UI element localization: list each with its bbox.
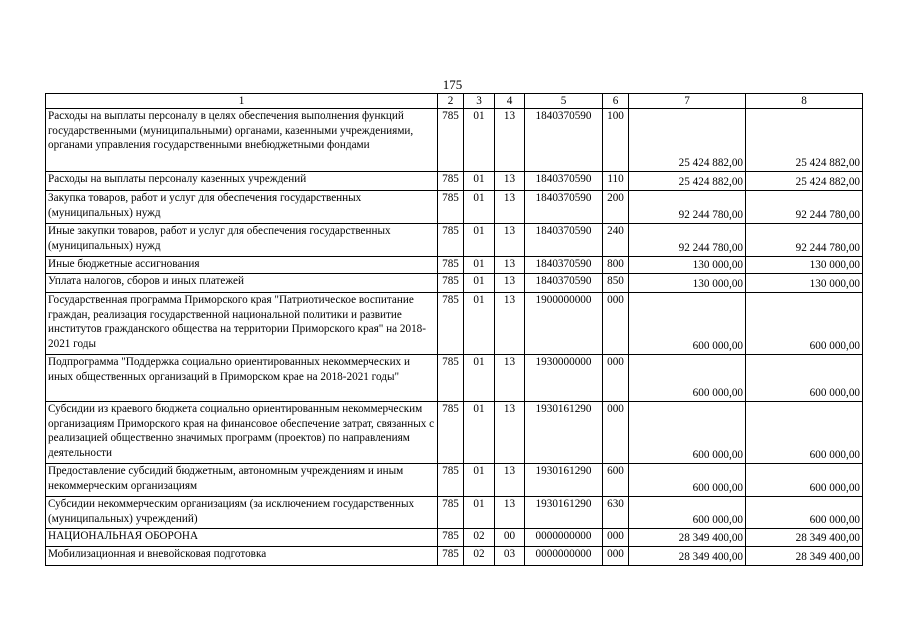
expense-type-code: 000 [603, 547, 629, 566]
ministry-code: 785 [438, 293, 464, 355]
subsection-code: 13 [495, 293, 525, 355]
ministry-code: 785 [438, 529, 464, 547]
target-article-code: 0000000000 [525, 547, 603, 566]
target-article-code: 1840370590 [525, 172, 603, 191]
expense-type-code: 850 [603, 274, 629, 293]
target-article-code: 1840370590 [525, 191, 603, 224]
amount-col-8: 600 000,00 [746, 464, 863, 497]
amount-col-7: 600 000,00 [629, 355, 746, 402]
expense-type-code: 000 [603, 355, 629, 402]
table-row [46, 355, 863, 402]
budget-table [45, 93, 863, 566]
target-article-code: 1930161290 [525, 497, 603, 529]
amount-col-8: 130 000,00 [746, 274, 863, 293]
section-code: 02 [464, 529, 495, 547]
table-row [46, 274, 863, 293]
target-article-code: 1840370590 [525, 224, 603, 257]
table-row [46, 109, 863, 172]
subsection-code: 13 [495, 191, 525, 224]
amount-col-7: 600 000,00 [629, 497, 746, 529]
line-item-name: Предоставление субсидий бюджетным, автономным учреждениям и иным некоммерческим организациям [46, 464, 438, 497]
amount-col-7: 25 424 882,00 [629, 109, 746, 172]
amount-col-8: 92 244 780,00 [746, 224, 863, 257]
target-article-code: 1930161290 [525, 402, 603, 464]
expense-type-code: 600 [603, 464, 629, 497]
table-row [46, 497, 863, 529]
ministry-code: 785 [438, 224, 464, 257]
amount-col-7: 28 349 400,00 [629, 547, 746, 566]
subsection-code: 13 [495, 224, 525, 257]
table-row [46, 293, 863, 355]
line-item-name: Мобилизационная и вневойсковая подготовка [46, 547, 438, 566]
section-code: 01 [464, 257, 495, 274]
ministry-code: 785 [438, 402, 464, 464]
section-code: 01 [464, 402, 495, 464]
subsection-code: 00 [495, 529, 525, 547]
table-row [46, 224, 863, 257]
column-header: 5 [525, 94, 603, 109]
amount-col-8: 600 000,00 [746, 355, 863, 402]
target-article-code: 1840370590 [525, 109, 603, 172]
expense-type-code: 630 [603, 497, 629, 529]
ministry-code: 785 [438, 497, 464, 529]
ministry-code: 785 [438, 464, 464, 497]
section-code: 02 [464, 547, 495, 566]
subsection-code: 03 [495, 547, 525, 566]
expense-type-code: 100 [603, 109, 629, 172]
amount-col-7: 130 000,00 [629, 257, 746, 274]
line-item-name: Расходы на выплаты персоналу казенных учреждений [46, 172, 438, 191]
amount-col-7: 92 244 780,00 [629, 191, 746, 224]
ministry-code: 785 [438, 257, 464, 274]
ministry-code: 785 [438, 355, 464, 402]
subsection-code: 13 [495, 109, 525, 172]
table-row [46, 191, 863, 224]
amount-col-8: 25 424 882,00 [746, 172, 863, 191]
expense-type-code: 000 [603, 402, 629, 464]
amount-col-8: 600 000,00 [746, 402, 863, 464]
table-row [46, 257, 863, 274]
expense-type-code: 800 [603, 257, 629, 274]
amount-col-7: 600 000,00 [629, 293, 746, 355]
subsection-code: 13 [495, 497, 525, 529]
target-article-code: 1930000000 [525, 355, 603, 402]
table-row [46, 547, 863, 566]
subsection-code: 13 [495, 172, 525, 191]
section-code: 01 [464, 355, 495, 402]
subsection-code: 13 [495, 464, 525, 497]
amount-col-8: 130 000,00 [746, 257, 863, 274]
table-row [46, 172, 863, 191]
amount-col-7: 600 000,00 [629, 464, 746, 497]
section-code: 01 [464, 274, 495, 293]
line-item-name: Субсидии некоммерческим организациям (за исключением государственных (муниципальных) учреждений) [46, 497, 438, 529]
ministry-code: 785 [438, 191, 464, 224]
column-header: 4 [495, 94, 525, 109]
amount-col-8: 28 349 400,00 [746, 547, 863, 566]
amount-col-7: 600 000,00 [629, 402, 746, 464]
column-header: 1 [46, 94, 438, 109]
line-item-name: Субсидии из краевого бюджета социально ориентированным некоммерческим организациям Приморского края на финансовое обеспечение затрат, связанных с реализацией общественно значимых программ (проектов) по направлениям деятельности [46, 402, 438, 464]
amount-col-8: 28 349 400,00 [746, 529, 863, 547]
line-item-name: Подпрограмма "Поддержка социально ориентированных некоммерческих и иных общественных организаций в Приморском крае на 2018-2021 годы" [46, 355, 438, 402]
section-code: 01 [464, 464, 495, 497]
line-item-name: Расходы на выплаты персоналу в целях обеспечения выполнения функций государственными (муниципальными) органами, казенными учреждениями, органами управления государственными внебюджетными фондами [46, 109, 438, 172]
target-article-code: 1840370590 [525, 274, 603, 293]
amount-col-8: 600 000,00 [746, 497, 863, 529]
column-header: 6 [603, 94, 629, 109]
amount-col-8: 600 000,00 [746, 293, 863, 355]
column-header: 7 [629, 94, 746, 109]
amount-col-7: 92 244 780,00 [629, 224, 746, 257]
ministry-code: 785 [438, 274, 464, 293]
page-number: 175 [442, 77, 463, 92]
subsection-code: 13 [495, 257, 525, 274]
line-item-name: Государственная программа Приморского края "Патриотическое воспитание граждан, реализация государственной национальной политики и развитие институтов гражданского общества на территории Приморского края" на 2018-2021 годы [46, 293, 438, 355]
expense-type-code: 200 [603, 191, 629, 224]
column-header: 3 [464, 94, 495, 109]
section-code: 01 [464, 497, 495, 529]
section-code: 01 [464, 172, 495, 191]
target-article-code: 1840370590 [525, 257, 603, 274]
ministry-code: 785 [438, 109, 464, 172]
subsection-code: 13 [495, 274, 525, 293]
section-code: 01 [464, 109, 495, 172]
target-article-code: 1900000000 [525, 293, 603, 355]
ministry-code: 785 [438, 547, 464, 566]
expense-type-code: 110 [603, 172, 629, 191]
ministry-code: 785 [438, 172, 464, 191]
amount-col-8: 92 244 780,00 [746, 191, 863, 224]
subsection-code: 13 [495, 355, 525, 402]
line-item-name: Закупка товаров, работ и услуг для обеспечения государственных (муниципальных) нужд [46, 191, 438, 224]
table-row [46, 529, 863, 547]
expense-type-code: 000 [603, 529, 629, 547]
amount-col-7: 28 349 400,00 [629, 529, 746, 547]
amount-col-7: 130 000,00 [629, 274, 746, 293]
target-article-code: 0000000000 [525, 529, 603, 547]
subsection-code: 13 [495, 402, 525, 464]
column-header: 2 [438, 94, 464, 109]
amount-col-7: 25 424 882,00 [629, 172, 746, 191]
section-code: 01 [464, 224, 495, 257]
line-item-name: Иные бюджетные ассигнования [46, 257, 438, 274]
table-row [46, 464, 863, 497]
table-header-row [46, 94, 863, 109]
expense-type-code: 240 [603, 224, 629, 257]
column-header: 8 [746, 94, 863, 109]
section-code: 01 [464, 191, 495, 224]
target-article-code: 1930161290 [525, 464, 603, 497]
section-code: 01 [464, 293, 495, 355]
table-row [46, 402, 863, 464]
line-item-name: НАЦИОНАЛЬНАЯ ОБОРОНА [46, 529, 438, 547]
line-item-name: Иные закупки товаров, работ и услуг для обеспечения государственных (муниципальных) нужд [46, 224, 438, 257]
line-item-name: Уплата налогов, сборов и иных платежей [46, 274, 438, 293]
amount-col-8: 25 424 882,00 [746, 109, 863, 172]
expense-type-code: 000 [603, 293, 629, 355]
